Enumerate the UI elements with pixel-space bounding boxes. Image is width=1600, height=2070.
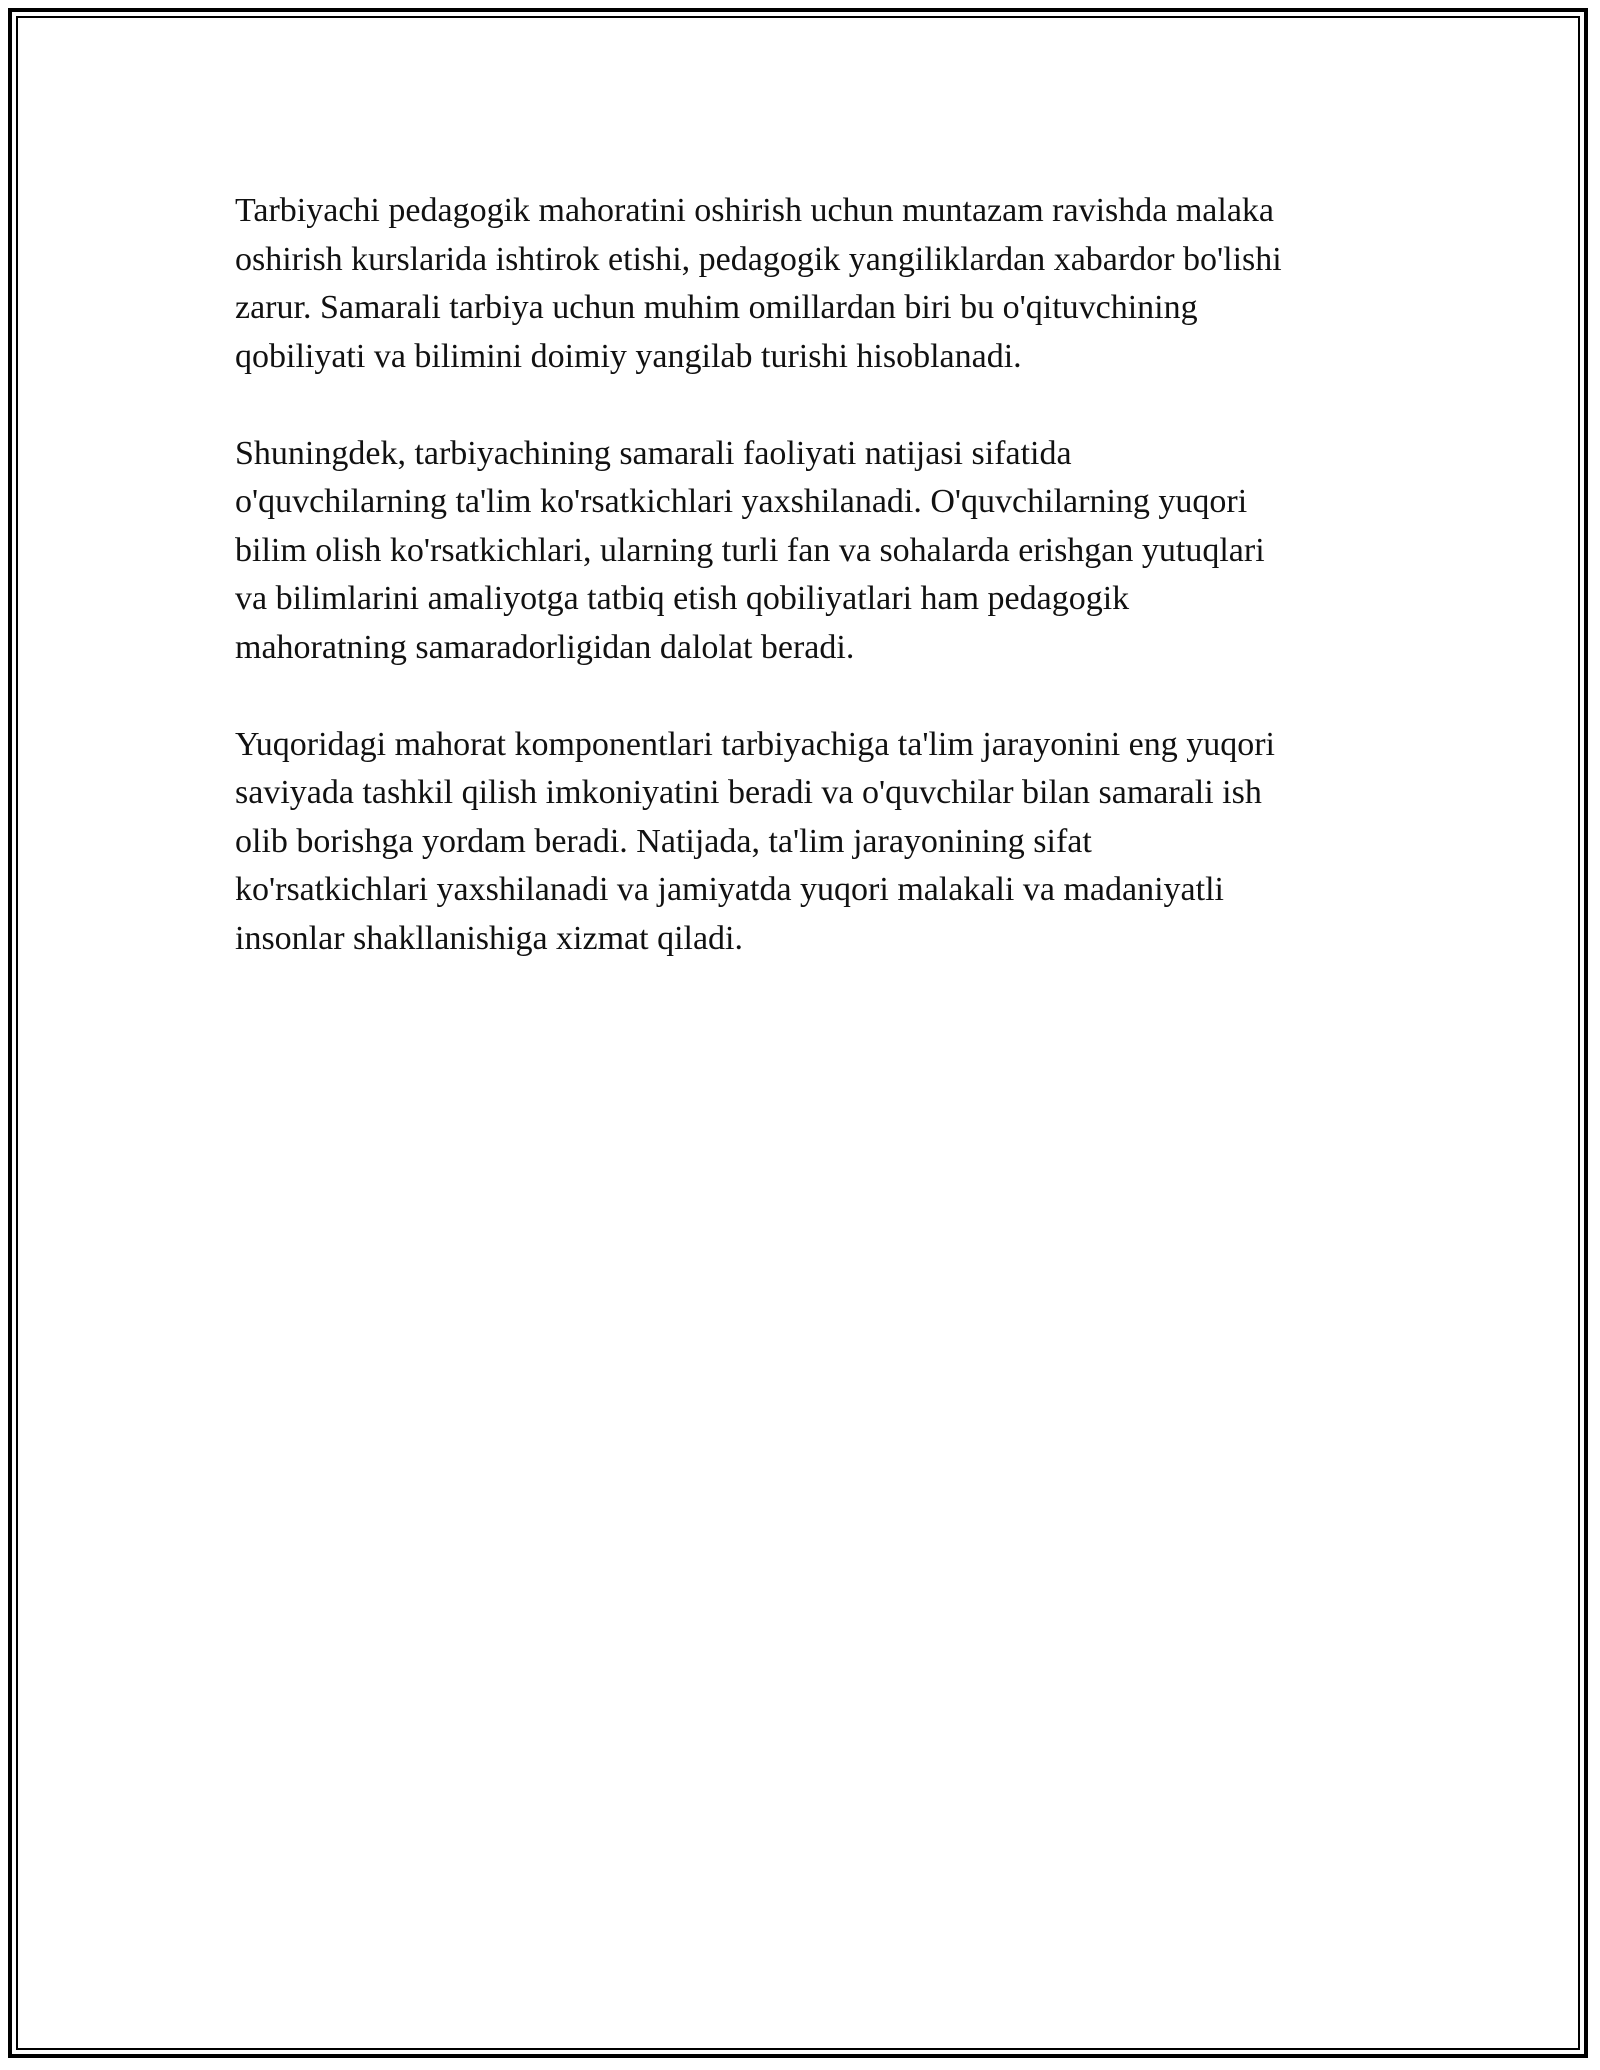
- paragraph-line: Tarbiyachi pedagogik mahoratini oshirish uchun muntazam ravishda malaka: [235, 192, 1275, 229]
- paragraph-line: bilim olish ko'rsatkichlari, ularning turli fan va sohalarda erishgan yutuqlari: [235, 531, 1265, 569]
- paragraph-line: ko'rsatkichlari yaxshilanadi va jamiyatda yuqori malakali va madaniyatli: [235, 871, 1224, 908]
- paragraph-line: olib borishga yordam beradi. Natijada, ta'lim jarayonining sifat: [235, 822, 1092, 860]
- paragraph-line: oshirish kurslarida ishtirok etishi, pedagogik yangiliklardan xabardor bo'lishi: [235, 240, 1282, 278]
- paragraph-line: qobiliyati va bilimini doimiy yangilab turishi hisoblanadi.: [235, 337, 1022, 375]
- paragraph-line: va bilimlarini amaliyotga tatbiq etish qobiliyatlari ham pedagogik: [235, 580, 1130, 617]
- document-body: [235, 187, 1375, 1012]
- paragraph-3: [235, 721, 1375, 964]
- paragraph-1: [235, 187, 1375, 381]
- paragraph-line: Yuqoridagi mahorat komponentlari tarbiyachiga ta'lim jarayonini eng yuqori: [235, 725, 1276, 763]
- paragraph-line: Shuningdek, tarbiyachining samarali faoliyati natijasi sifatida: [235, 434, 1072, 472]
- paragraph-2: [235, 430, 1375, 673]
- paragraph-line: mahoratning samaradorligidan dalolat beradi.: [235, 628, 855, 666]
- paragraph-line: saviyada tashkil qilish imkoniyatini beradi va o'quvchilar bilan samarali ish: [235, 774, 1262, 811]
- paragraph-line: zarur. Samarali tarbiya uchun muhim omillardan biri bu o'qituvchining: [235, 289, 1198, 326]
- paragraph-line: o'quvchilarning ta'lim ko'rsatkichlari yaxshilanadi. O'quvchilarning yuqori: [235, 483, 1248, 520]
- paragraph-line: insonlar shakllanishiga xizmat qiladi.: [235, 919, 744, 957]
